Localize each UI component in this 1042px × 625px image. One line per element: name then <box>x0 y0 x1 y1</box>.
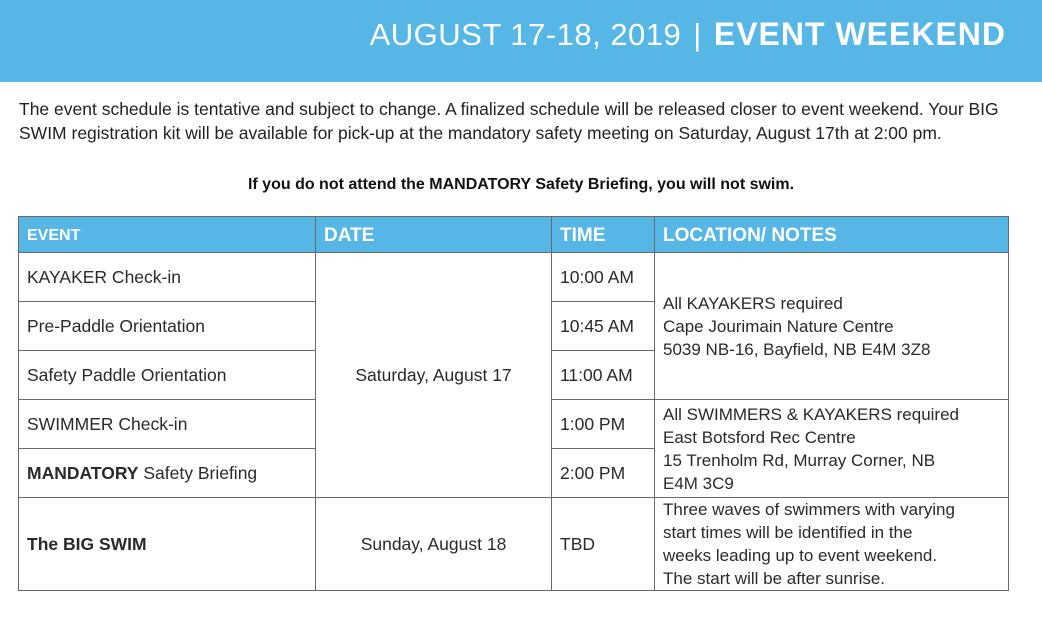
column-header-event: EVENT <box>19 217 316 253</box>
time-cell: TBD <box>552 498 655 591</box>
time-cell: 10:00 AM <box>552 253 655 302</box>
location-line: weeks leading up to event weekend. <box>663 546 938 565</box>
location-line: All KAYAKERS required <box>663 293 843 313</box>
location-cell <box>655 498 1009 591</box>
event-name: KAYAKER Check-in <box>19 253 316 302</box>
location-line: All SWIMMERS & KAYAKERS required <box>663 404 960 424</box>
location-line: Three waves of swimmers with varying <box>663 500 955 519</box>
event-weekend-title: EVENT WEEKEND <box>713 16 1006 52</box>
intro-paragraph: The event schedule is tentative and subject to change. A finalized schedule will be released closer to event weekend. Your BIG SWIM registration kit will be available for pick-up at the mandatory safety meeting on Saturday, August 17th at 2:00 pm. <box>19 99 999 143</box>
column-header-time: TIME <box>552 217 655 253</box>
table-row <box>19 498 1009 591</box>
event-name: Pre-Paddle Orientation <box>19 302 316 351</box>
location-line: 5039 NB-16, Bayfield, NB E4M 3Z8 <box>663 339 931 359</box>
event-name: The BIG SWIM <box>19 498 316 591</box>
time-cell: 10:45 AM <box>552 302 655 351</box>
event-name: Safety Paddle Orientation <box>19 351 316 400</box>
location-line: E4M 3C9 <box>663 473 734 493</box>
header-banner <box>0 0 1042 82</box>
time-cell: 1:00 PM <box>552 400 655 449</box>
location-line: 15 Trenholm Rd, Murray Corner, NB <box>663 450 936 470</box>
event-name-emphasis: MANDATORY <box>27 462 139 483</box>
date-cell: Sunday, August 18 <box>316 498 552 591</box>
location-line: start times will be identified in the <box>663 523 913 542</box>
date-cell: Saturday, August 17 <box>316 253 552 498</box>
column-header-date: DATE <box>316 217 552 253</box>
table-header-row <box>19 217 1009 253</box>
column-header-location: LOCATION/ NOTES <box>655 217 1009 253</box>
safety-warning: If you do not attend the MANDATORY Safety Briefing, you will not swim. <box>247 176 795 193</box>
table-row <box>19 253 1009 302</box>
title-separator: | <box>693 17 702 52</box>
event-name-rest: Safety Briefing <box>138 462 258 483</box>
event-schedule-table <box>18 216 1009 591</box>
banner-title <box>370 16 1006 53</box>
location-line: The start will be after sunrise. <box>663 569 886 588</box>
event-name: SWIMMER Check-in <box>19 400 316 449</box>
location-cell <box>655 253 1009 400</box>
time-cell: 11:00 AM <box>552 351 655 400</box>
location-cell <box>655 400 1009 498</box>
event-name <box>19 449 316 498</box>
event-date: AUGUST 17-18, 2019 <box>369 17 682 52</box>
time-cell: 2:00 PM <box>552 449 655 498</box>
location-line: Cape Jourimain Nature Centre <box>663 316 894 336</box>
location-line: East Botsford Rec Centre <box>663 427 856 447</box>
